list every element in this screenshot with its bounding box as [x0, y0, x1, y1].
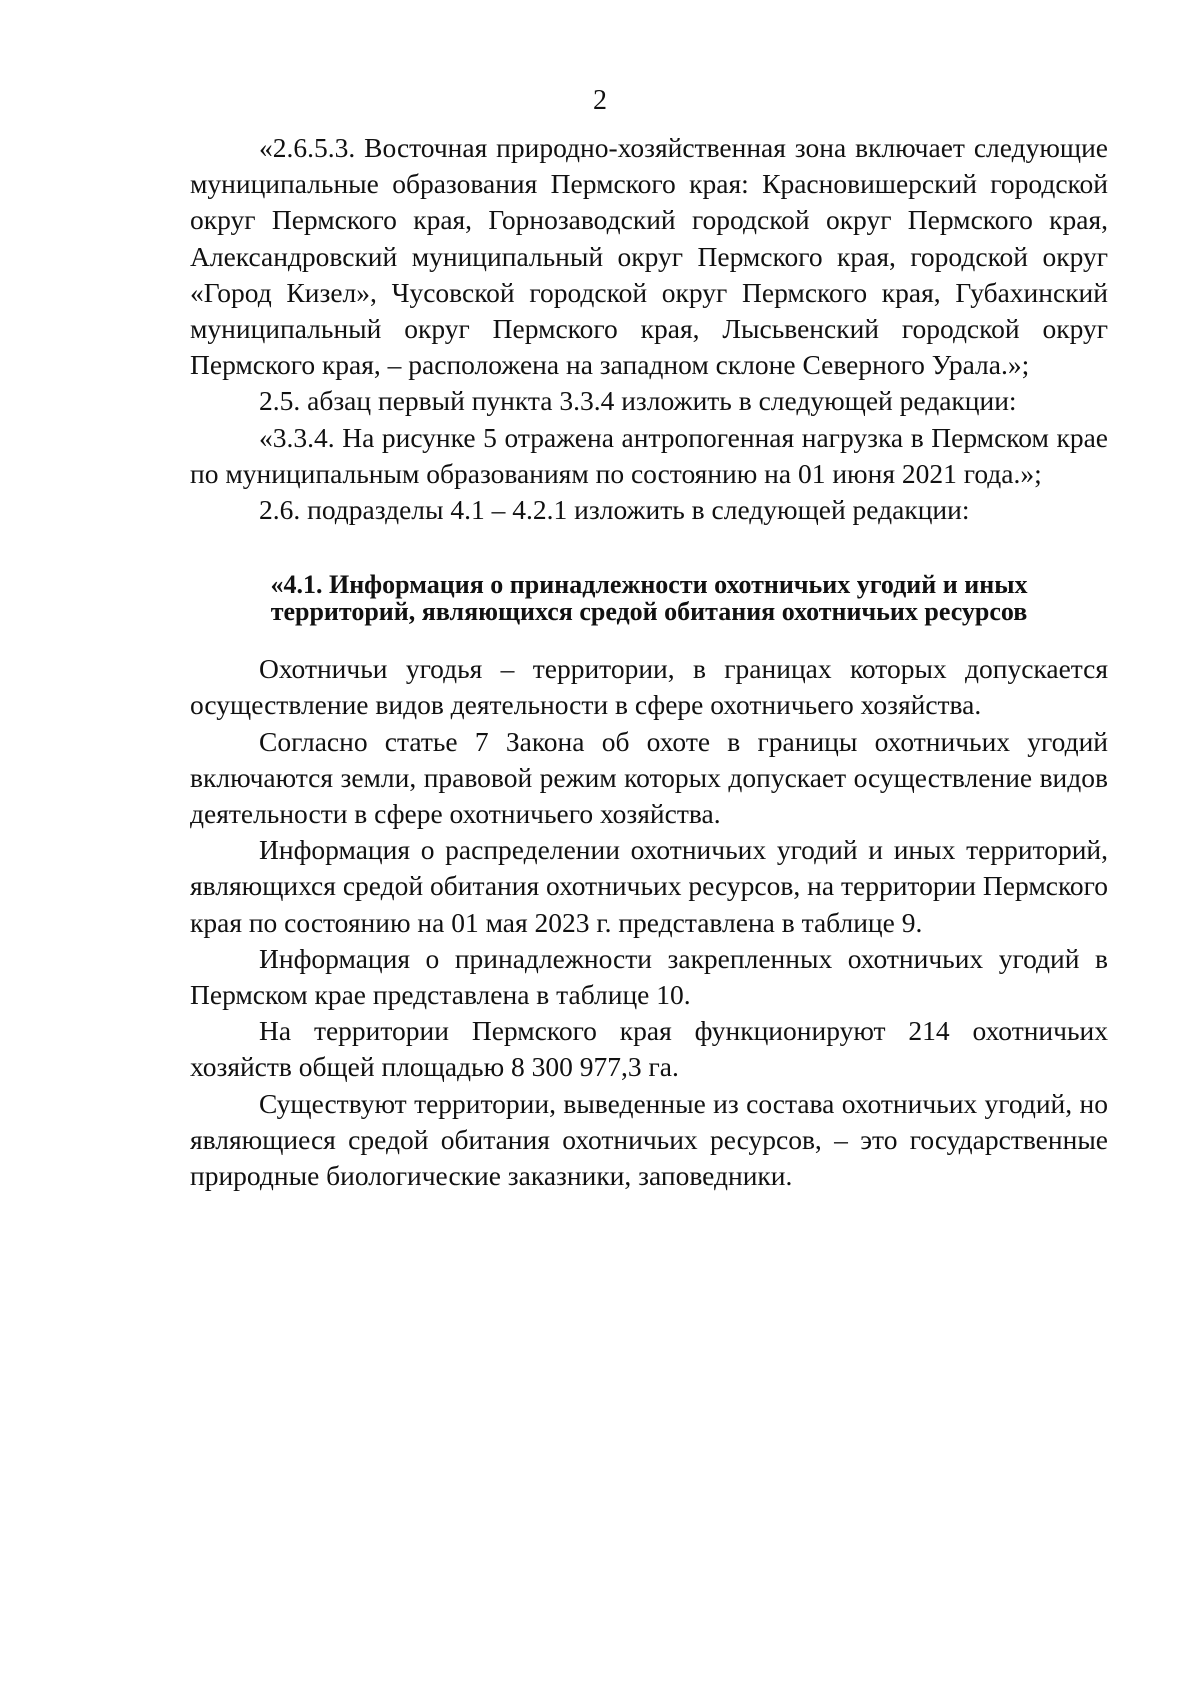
paragraph-item-2-6: 2.6. подразделы 4.1 – 4.2.1 изложить в следующей редакции:	[259, 494, 970, 526]
paragraph-table-9-reference: Информация о распределении охотничьих угодий и иных территорий, являющихся средой обитания охотничьих ресурсов, на территории Пермского края по состоянию на 01 мая 2023 г. представлена в таблице 9.	[190, 834, 1108, 938]
paragraph-table-10-reference: Информация о принадлежности закрепленных охотничьих угодий в Пермском крае представлена в таблице 10.	[190, 942, 1108, 1011]
section-heading-4-1	[190, 571, 1108, 625]
section-heading-line-2: территорий, являющихся средой обитания охотничьих ресурсов	[270, 597, 1028, 627]
page-number: 2	[593, 85, 607, 116]
paragraph-hunting-farms-count: На территории Пермского края функционируют 214 охотничьих хозяйств общей площадью 8 300 977,3 га.	[190, 1015, 1108, 1083]
paragraph-item-3-3-4: «3.3.4. На рисунке 5 отражена антропогенная нагрузка в Пермском крае по муниципальным образованиям по состоянию на 01 июня 2021 года.»;	[190, 421, 1108, 489]
paragraph-article-7: Согласно статье 7 Закона об охоте в границы охотничьих угодий включаются земли, правовой режим которых допускает осуществление видов деятельности в сфере охотничьего хозяйства.	[190, 725, 1108, 830]
paragraph-excluded-territories: Существуют территории, выведенные из состава охотничьих угодий, но являющиеся средой обитания охотничьих ресурсов, – это государственные природные биологические заказники, заповедники.	[190, 1087, 1108, 1192]
section-heading-line-1: «4.1. Информация о принадлежности охотничьих угодий и иных	[270, 570, 1028, 600]
paragraph-hunting-grounds-definition: Охотничьи угодья – территории, в границах которых допускается осуществление видов деятельности в сфере охотничьего хозяйства.	[190, 653, 1108, 721]
document-body	[190, 130, 1108, 1194]
paragraph-eastern-zone: «2.6.5.3. Восточная природно-хозяйственная зона включает следующие муниципальные образования Пермского края: Красновишерский городской округ Пермского края, Горнозаводский городской округ Пермского края, Александровский муниципальный округ Пермского края, городской округ «Город Кизел», Чусовской городской округ Пермского края, Губахинский муниципальный округ Пермского края, Лысьвенский городской округ Пермского края, – расположена на западном склоне Северного Урала.»;	[190, 132, 1108, 381]
paragraph-item-2-5: 2.5. абзац первый пункта 3.3.4 изложить в следующей редакции:	[259, 385, 1017, 417]
